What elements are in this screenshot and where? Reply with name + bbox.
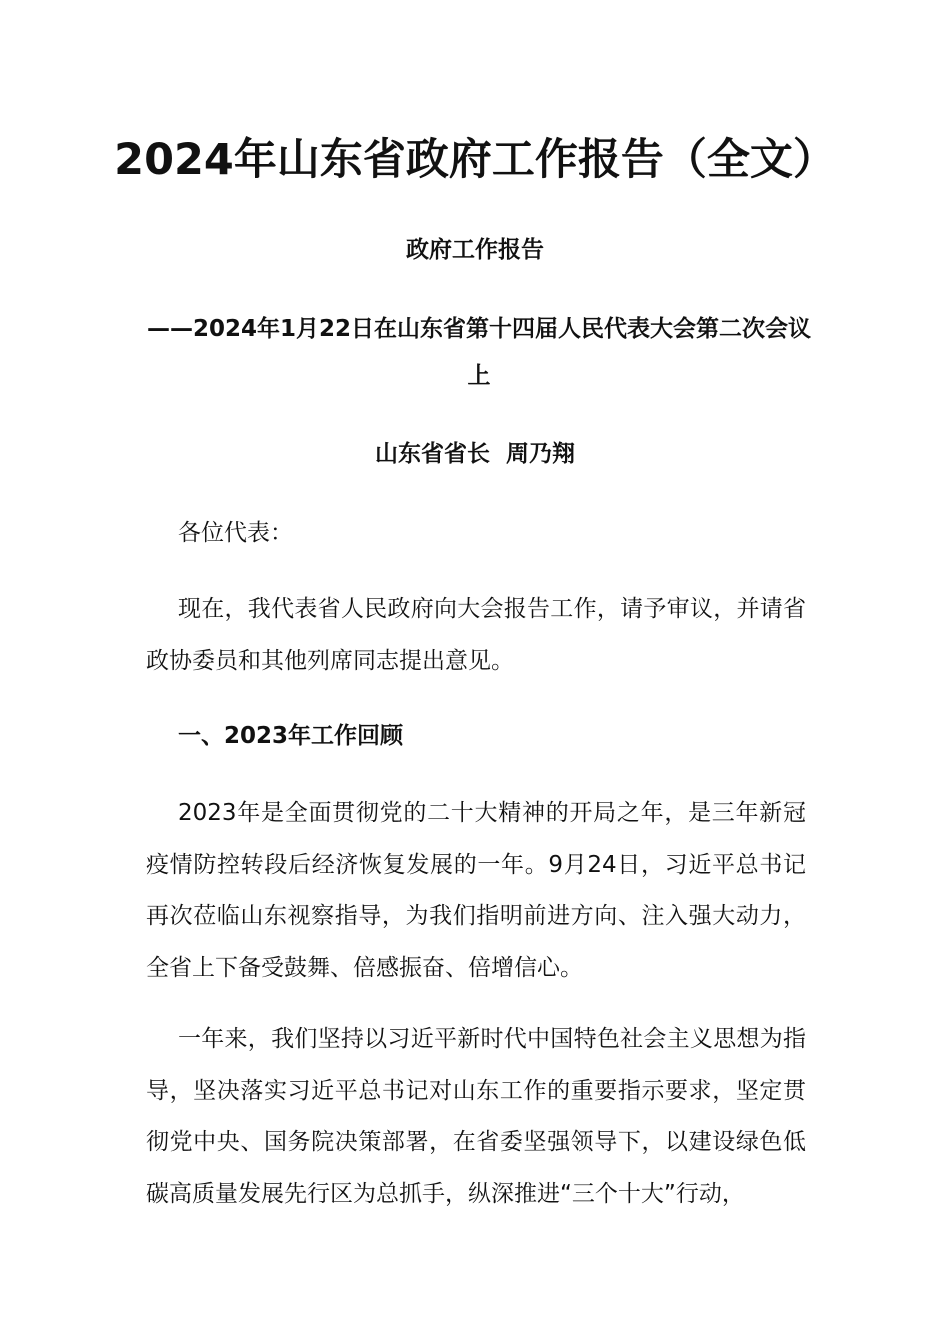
report-speaker: 山东省省长 周乃翔	[374, 441, 575, 467]
report-subtitle: 政府工作报告	[406, 237, 544, 263]
section-heading: 一、2023年工作回顾	[178, 723, 404, 749]
salutation: 各位代表：	[178, 520, 293, 546]
paragraph-review: 2023年是全面贯彻党的二十大精神的开局之年，是三年新冠疫情防控转段后经济恢复发展的一年。9月24日，习近平总书记再次莅临山东视察指导，为我们指明前进方向、注入强大动力，全省上下备受鼓舞、倍感振奋、倍增信心。	[146, 800, 806, 981]
document-title: 2024年山东省政府工作报告（全文）	[114, 135, 836, 185]
paragraph-intro: 现在，我代表省人民政府向大会报告工作，请予审议，并请省政协委员和其他列席同志提出意见。	[146, 596, 806, 674]
report-occasion: ——2024年1月22日在山东省第十四届人民代表大会第二次会议上	[146, 316, 812, 389]
paragraph-year: 一年来，我们坚持以习近平新时代中国特色社会主义思想为指导，坚决落实习近平总书记对山东工作的重要指示要求，坚定贯彻党中央、国务院决策部署，在省委坚强领导下，以建设绿色低碳高质量发展先行区为总抓手，纵深推进“三个十大”行动，	[146, 1026, 806, 1207]
